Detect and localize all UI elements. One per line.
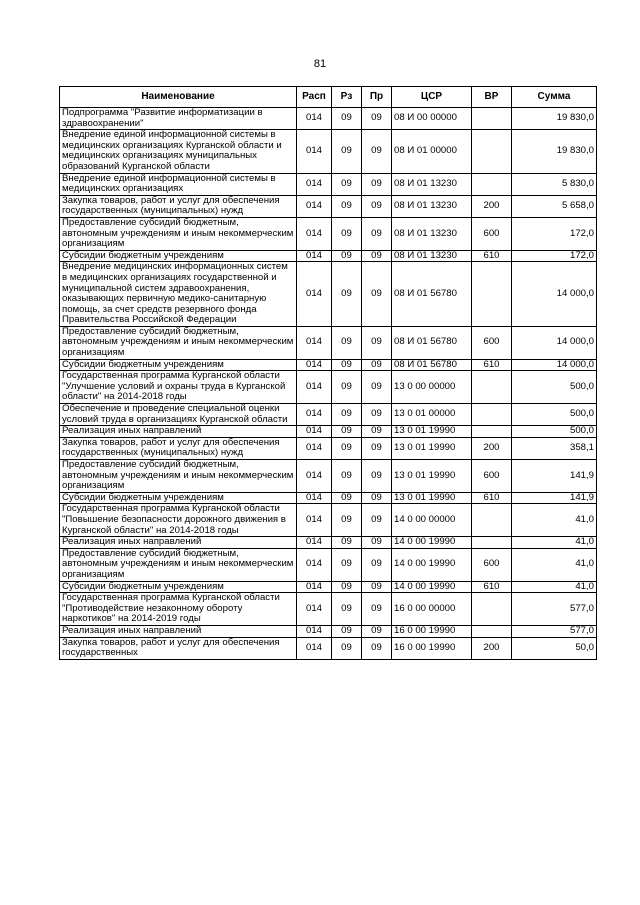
cell-sum: 172,0 <box>512 250 597 262</box>
cell-pr: 09 <box>362 637 392 659</box>
cell-pr: 09 <box>362 195 392 217</box>
cell-rasp: 014 <box>297 581 332 593</box>
cell-sum: 41,0 <box>512 537 597 549</box>
cell-sum: 14 000,0 <box>512 326 597 359</box>
cell-rz: 09 <box>332 437 362 459</box>
cell-rz: 09 <box>332 426 362 438</box>
cell-sum: 14 000,0 <box>512 262 597 327</box>
cell-name: Субсидии бюджетным учреждениям <box>60 250 297 262</box>
cell-csr: 13 0 01 19990 <box>392 460 472 493</box>
cell-rz: 09 <box>332 108 362 130</box>
cell-pr: 09 <box>362 426 392 438</box>
cell-csr: 08 И 01 56780 <box>392 262 472 327</box>
cell-name: Предоставление субсидий бюджетным, автономным учреждениям и иным некоммерческим организациям <box>60 548 297 581</box>
cell-pr: 09 <box>362 371 392 404</box>
cell-vr: 200 <box>472 195 512 217</box>
table-body <box>60 108 597 660</box>
cell-rz: 09 <box>332 404 362 426</box>
cell-csr: 13 0 01 19990 <box>392 437 472 459</box>
cell-name: Внедрение единой информационной системы в медицинских организациях Курганской области и медицинских организациях муниципальных образований Курганской области <box>60 130 297 173</box>
table-row <box>60 437 597 459</box>
cell-pr: 09 <box>362 130 392 173</box>
cell-vr <box>472 173 512 195</box>
cell-vr: 610 <box>472 359 512 371</box>
cell-csr: 08 И 00 00000 <box>392 108 472 130</box>
cell-vr <box>472 504 512 537</box>
cell-rz: 09 <box>332 173 362 195</box>
cell-sum: 172,0 <box>512 217 597 250</box>
cell-rz: 09 <box>332 195 362 217</box>
cell-vr <box>472 371 512 404</box>
cell-csr: 08 И 01 56780 <box>392 326 472 359</box>
cell-name: Реализация иных направлений <box>60 537 297 549</box>
cell-csr: 08 И 01 13230 <box>392 173 472 195</box>
cell-pr: 09 <box>362 581 392 593</box>
table-row <box>60 625 597 637</box>
cell-csr: 16 0 00 00000 <box>392 593 472 626</box>
cell-sum: 500,0 <box>512 404 597 426</box>
column-header-sum: Сумма <box>512 87 597 108</box>
cell-csr: 08 И 01 13230 <box>392 217 472 250</box>
table-row <box>60 173 597 195</box>
cell-pr: 09 <box>362 326 392 359</box>
cell-rasp: 014 <box>297 262 332 327</box>
cell-csr: 13 0 00 00000 <box>392 371 472 404</box>
cell-csr: 16 0 00 19990 <box>392 637 472 659</box>
table-row <box>60 492 597 504</box>
cell-pr: 09 <box>362 108 392 130</box>
cell-name: Субсидии бюджетным учреждениям <box>60 581 297 593</box>
cell-rz: 09 <box>332 262 362 327</box>
cell-name: Предоставление субсидий бюджетным, автономным учреждениям и иным некоммерческим организациям <box>60 217 297 250</box>
cell-sum: 19 830,0 <box>512 108 597 130</box>
cell-rasp: 014 <box>297 404 332 426</box>
cell-rasp: 014 <box>297 195 332 217</box>
cell-rz: 09 <box>332 359 362 371</box>
table-row <box>60 426 597 438</box>
cell-vr <box>472 593 512 626</box>
cell-rz: 09 <box>332 593 362 626</box>
cell-vr: 610 <box>472 492 512 504</box>
cell-rasp: 014 <box>297 108 332 130</box>
cell-pr: 09 <box>362 460 392 493</box>
cell-name: Внедрение медицинских информационных систем в медицинских организациях государственной и муниципальной систем здравоохранения, оказывающих первичную медико-санитарную помощь, за счет средств резервного фонда Правительства Российской Федерации <box>60 262 297 327</box>
cell-vr: 600 <box>472 548 512 581</box>
table-row <box>60 460 597 493</box>
cell-rasp: 014 <box>297 460 332 493</box>
cell-vr: 600 <box>472 326 512 359</box>
cell-sum: 14 000,0 <box>512 359 597 371</box>
cell-name: Реализация иных направлений <box>60 625 297 637</box>
cell-vr: 600 <box>472 217 512 250</box>
cell-vr <box>472 426 512 438</box>
cell-vr <box>472 108 512 130</box>
column-header-rasp: Расп <box>297 87 332 108</box>
cell-rz: 09 <box>332 637 362 659</box>
cell-vr: 610 <box>472 250 512 262</box>
cell-rz: 09 <box>332 460 362 493</box>
cell-rasp: 014 <box>297 426 332 438</box>
cell-sum: 5 830,0 <box>512 173 597 195</box>
table-row <box>60 581 597 593</box>
cell-pr: 09 <box>362 250 392 262</box>
cell-csr: 14 0 00 00000 <box>392 504 472 537</box>
cell-rz: 09 <box>332 625 362 637</box>
cell-pr: 09 <box>362 492 392 504</box>
cell-sum: 41,0 <box>512 548 597 581</box>
cell-name: Подпрограмма "Развитие информатизации в здравоохранении" <box>60 108 297 130</box>
cell-pr: 09 <box>362 504 392 537</box>
cell-csr: 13 0 01 19990 <box>392 492 472 504</box>
cell-vr <box>472 130 512 173</box>
table-row <box>60 130 597 173</box>
table-row <box>60 504 597 537</box>
cell-rz: 09 <box>332 217 362 250</box>
cell-name: Государственная программа Курганской области "Улучшение условий и охраны труда в Курганской области" на 2014-2018 годы <box>60 371 297 404</box>
cell-rasp: 014 <box>297 548 332 581</box>
table-row <box>60 326 597 359</box>
cell-name: Закупка товаров, работ и услуг для обеспечения государственных (муниципальных) нужд <box>60 195 297 217</box>
cell-rasp: 014 <box>297 504 332 537</box>
table-row <box>60 371 597 404</box>
cell-vr: 600 <box>472 460 512 493</box>
cell-name: Закупка товаров, работ и услуг для обеспечения государственных (муниципальных) нужд <box>60 437 297 459</box>
cell-rz: 09 <box>332 548 362 581</box>
cell-sum: 5 658,0 <box>512 195 597 217</box>
column-header-csr: ЦСР <box>392 87 472 108</box>
cell-sum: 500,0 <box>512 426 597 438</box>
table-row <box>60 537 597 549</box>
table-row <box>60 250 597 262</box>
cell-rasp: 014 <box>297 492 332 504</box>
cell-name: Предоставление субсидий бюджетным, автономным учреждениям и иным некоммерческим организациям <box>60 460 297 493</box>
cell-name: Государственная программа Курганской области "Противодействие незаконному обороту наркотиков" на 2014-2019 годы <box>60 593 297 626</box>
cell-csr: 08 И 01 13230 <box>392 250 472 262</box>
cell-sum: 41,0 <box>512 504 597 537</box>
table-row <box>60 404 597 426</box>
cell-csr: 13 0 01 19990 <box>392 426 472 438</box>
cell-name: Реализация иных направлений <box>60 426 297 438</box>
cell-pr: 09 <box>362 548 392 581</box>
cell-csr: 14 0 00 19990 <box>392 537 472 549</box>
cell-csr: 08 И 01 56780 <box>392 359 472 371</box>
table-row <box>60 637 597 659</box>
cell-vr: 610 <box>472 581 512 593</box>
cell-pr: 09 <box>362 537 392 549</box>
column-header-vr: ВР <box>472 87 512 108</box>
cell-rz: 09 <box>332 371 362 404</box>
cell-rasp: 014 <box>297 593 332 626</box>
cell-pr: 09 <box>362 625 392 637</box>
cell-name: Государственная программа Курганской области "Повышение безопасности дорожного движения в Курганской области" на 2014-2018 годы <box>60 504 297 537</box>
cell-name: Обеспечение и проведение специальной оценки условий труда в организациях Курганской области <box>60 404 297 426</box>
cell-rasp: 014 <box>297 371 332 404</box>
cell-pr: 09 <box>362 404 392 426</box>
cell-csr: 08 И 01 13230 <box>392 195 472 217</box>
cell-sum: 50,0 <box>512 637 597 659</box>
cell-rasp: 014 <box>297 359 332 371</box>
cell-csr: 16 0 00 19990 <box>392 625 472 637</box>
cell-name: Субсидии бюджетным учреждениям <box>60 359 297 371</box>
column-header-rz: Рз <box>332 87 362 108</box>
table-row <box>60 217 597 250</box>
column-header-pr: Пр <box>362 87 392 108</box>
cell-sum: 41,0 <box>512 581 597 593</box>
cell-pr: 09 <box>362 593 392 626</box>
page-number: 81 <box>313 58 327 70</box>
cell-pr: 09 <box>362 262 392 327</box>
cell-rasp: 014 <box>297 625 332 637</box>
cell-vr <box>472 404 512 426</box>
budget-table <box>59 86 597 660</box>
cell-vr <box>472 537 512 549</box>
cell-sum: 19 830,0 <box>512 130 597 173</box>
cell-sum: 358,1 <box>512 437 597 459</box>
table-row <box>60 359 597 371</box>
table-row <box>60 262 597 327</box>
cell-pr: 09 <box>362 217 392 250</box>
cell-csr: 13 0 01 00000 <box>392 404 472 426</box>
cell-sum: 577,0 <box>512 593 597 626</box>
table-row <box>60 548 597 581</box>
cell-pr: 09 <box>362 437 392 459</box>
cell-rasp: 014 <box>297 173 332 195</box>
cell-rasp: 014 <box>297 326 332 359</box>
cell-name: Закупка товаров, работ и услуг для обеспечения государственных <box>60 637 297 659</box>
cell-name: Субсидии бюджетным учреждениям <box>60 492 297 504</box>
cell-name: Предоставление субсидий бюджетным, автономным учреждениям и иным некоммерческим организациям <box>60 326 297 359</box>
cell-vr: 200 <box>472 637 512 659</box>
cell-rasp: 014 <box>297 537 332 549</box>
cell-rz: 09 <box>332 581 362 593</box>
cell-sum: 141,9 <box>512 492 597 504</box>
cell-rz: 09 <box>332 326 362 359</box>
cell-rasp: 014 <box>297 130 332 173</box>
cell-name: Внедрение единой информационной системы в медицинских организациях <box>60 173 297 195</box>
table-row <box>60 593 597 626</box>
cell-rz: 09 <box>332 537 362 549</box>
cell-rz: 09 <box>332 130 362 173</box>
cell-sum: 500,0 <box>512 371 597 404</box>
cell-rasp: 014 <box>297 217 332 250</box>
cell-rz: 09 <box>332 492 362 504</box>
table-row <box>60 195 597 217</box>
cell-csr: 14 0 00 19990 <box>392 548 472 581</box>
table-row <box>60 108 597 130</box>
cell-rasp: 014 <box>297 250 332 262</box>
cell-csr: 08 И 01 00000 <box>392 130 472 173</box>
cell-rz: 09 <box>332 504 362 537</box>
column-header-name: Наименование <box>60 87 297 108</box>
cell-vr: 200 <box>472 437 512 459</box>
cell-vr <box>472 262 512 327</box>
cell-csr: 14 0 00 19990 <box>392 581 472 593</box>
cell-rz: 09 <box>332 250 362 262</box>
cell-rasp: 014 <box>297 637 332 659</box>
cell-sum: 577,0 <box>512 625 597 637</box>
cell-sum: 141,9 <box>512 460 597 493</box>
cell-pr: 09 <box>362 359 392 371</box>
cell-rasp: 014 <box>297 437 332 459</box>
table-header-row <box>60 87 597 108</box>
cell-vr <box>472 625 512 637</box>
cell-pr: 09 <box>362 173 392 195</box>
